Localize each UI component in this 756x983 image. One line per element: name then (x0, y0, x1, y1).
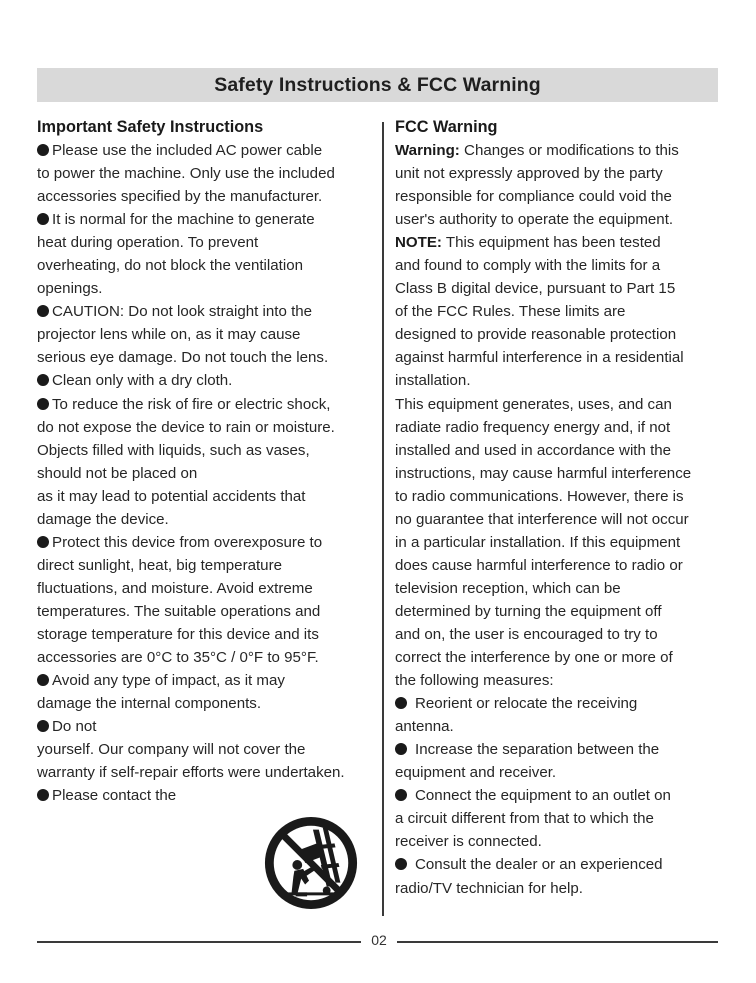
line-text: Objects filled with liquids, such as vases, (37, 441, 310, 459)
page-number: 02 (371, 932, 387, 948)
safety-line (37, 369, 381, 392)
line-text: responsible for compliance could void the (395, 188, 672, 206)
line-text: accessories are 0°C to 35°C / 0°F to 95°F. (37, 649, 319, 667)
safety-line (37, 531, 381, 554)
safety-line (37, 715, 381, 738)
line-text: equipment and receiver. (395, 764, 557, 782)
safety-line (37, 462, 381, 485)
safety-line (37, 208, 381, 231)
line-text: instructions, may cause harmful interference (395, 464, 692, 482)
line-text: no guarantee that interference will not occur (395, 510, 689, 528)
bullet-icon (37, 398, 49, 410)
safety-line (37, 254, 381, 277)
safety-line (37, 692, 381, 715)
fcc-line (395, 600, 725, 623)
line-text: do not expose the device to rain or moisture. (37, 418, 335, 436)
line-text: warranty if self-repair efforts were undertaken. (37, 764, 345, 782)
line-text: Protect this device from overexposure to (52, 533, 323, 551)
safety-heading: Important Safety Instructions (37, 118, 264, 136)
line-text: as it may lead to potential accidents that (37, 487, 306, 505)
fcc-heading: FCC Warning (395, 118, 498, 136)
bullet-icon (37, 305, 49, 317)
emphasis-label: NOTE: (395, 234, 442, 252)
line-text: installation. (395, 372, 471, 390)
footer-rule-right (397, 941, 718, 943)
line-text: direct sunlight, heat, big temperature (37, 556, 282, 574)
line-text: Increase the separation between the (415, 741, 660, 759)
safety-line (37, 485, 381, 508)
fcc-line (395, 208, 725, 231)
fcc-line (395, 323, 725, 346)
fcc-line (395, 300, 725, 323)
line-text: CAUTION: Do not look straight into the (52, 303, 313, 321)
line-text: fluctuations, and moisture. Avoid extreme (37, 579, 313, 597)
line-text: the following measures: (395, 672, 554, 690)
safety-line (37, 508, 381, 531)
safety-line (37, 393, 381, 416)
footer-rule-left (37, 941, 361, 943)
safety-line (37, 231, 381, 254)
line-text: of the FCC Rules. These limits are (395, 303, 626, 321)
fcc-line (395, 853, 725, 876)
bullet-icon (37, 720, 49, 732)
line-text: radio/TV technician for help. (395, 879, 583, 897)
line-text: openings. (37, 280, 103, 298)
line-text: correct the interference by one or more of (395, 649, 673, 667)
line-text: receiver is connected. (395, 833, 542, 851)
line-text: storage temperature for this device and its (37, 625, 319, 643)
line-text: Do not (52, 718, 97, 736)
safety-instructions-column (37, 116, 381, 807)
line-text: and found to comply with the limits for a (395, 257, 661, 275)
fcc-line (395, 139, 725, 162)
safety-line (37, 554, 381, 577)
line-text: This equipment generates, uses, and can (395, 395, 672, 413)
line-text: yourself. Our company will not cover the (37, 741, 306, 759)
line-text: to radio communications. However, there is (395, 487, 684, 505)
line-text: accessories specified by the manufacturer. (37, 188, 323, 206)
safety-line (37, 139, 381, 162)
fcc-line (395, 369, 725, 392)
safety-text (37, 139, 381, 807)
line-text: Changes or modifications to this (459, 142, 679, 159)
fcc-line (395, 577, 725, 600)
line-text: Class B digital device, pursuant to Part 15 (395, 280, 676, 298)
line-text: damage the internal components. (37, 695, 262, 713)
safety-line (37, 185, 381, 208)
fcc-line (395, 531, 725, 554)
safety-line (37, 323, 381, 346)
safety-line (37, 346, 381, 369)
bullet-icon (37, 144, 49, 156)
line-text: to power the machine. Only use the included (37, 165, 335, 183)
line-text: does cause harmful interference to radio or (395, 556, 683, 574)
line-text: overheating, do not block the ventilation (37, 257, 303, 275)
fcc-line (395, 508, 725, 531)
bullet-icon (37, 374, 49, 386)
fcc-line (395, 162, 725, 185)
line-text: projector lens while on, as it may cause (37, 326, 301, 344)
fcc-line (395, 439, 725, 462)
line-text: This equipment has been tested (441, 234, 661, 252)
line-text: It is normal for the machine to generate (52, 211, 315, 229)
line-text: designed to provide reasonable protection (395, 326, 677, 344)
bullet-icon (37, 789, 49, 801)
fcc-line (395, 807, 725, 830)
bullet-icon (395, 858, 407, 870)
line-text: Clean only with a dry cloth. (52, 372, 233, 390)
safety-line (37, 600, 381, 623)
line-text: antenna. (395, 718, 454, 736)
fcc-line (395, 830, 725, 853)
fcc-line (395, 554, 725, 577)
line-text: against harmful interference in a residential (395, 349, 684, 367)
line-text: Connect the equipment to an outlet on (415, 787, 671, 805)
line-text: determined by turning the equipment off (395, 602, 662, 620)
fcc-line (395, 623, 725, 646)
bullet-icon (37, 213, 49, 225)
cart-tip-over-warning-icon (262, 812, 360, 914)
fcc-line (395, 231, 725, 254)
fcc-line (395, 877, 725, 900)
line-text: Reorient or relocate the receiving (415, 695, 638, 713)
line-text: Please contact the (52, 787, 177, 805)
fcc-line (395, 646, 725, 669)
safety-line (37, 300, 381, 323)
fcc-line (395, 277, 725, 300)
safety-line (37, 623, 381, 646)
line-text: in a particular installation. If this equipment (395, 533, 681, 551)
line-text: heat during operation. To prevent (37, 234, 259, 252)
bullet-icon (395, 697, 407, 709)
fcc-line (395, 416, 725, 439)
safety-line (37, 277, 381, 300)
line-text: To reduce the risk of fire or electric shock, (52, 395, 331, 413)
fcc-line (395, 715, 725, 738)
line-text: serious eye damage. Do not touch the lens. (37, 349, 329, 367)
fcc-line (395, 393, 725, 416)
line-text: Consult the dealer or an experienced (415, 856, 663, 874)
line-text: and on, the user is encouraged to try to (395, 625, 658, 643)
line-text: user's authority to operate the equipment. (395, 211, 674, 229)
bullet-icon (395, 743, 407, 755)
safety-line (37, 761, 381, 784)
line-text: Please use the included AC power cable (52, 142, 323, 159)
safety-line (37, 784, 381, 807)
line-text: temperatures. The suitable operations and (37, 602, 321, 620)
safety-line (37, 738, 381, 761)
fcc-line (395, 254, 725, 277)
fcc-warning-column (395, 116, 725, 900)
emphasis-label: Warning: (395, 142, 460, 159)
safety-line (37, 439, 381, 462)
fcc-line (395, 485, 725, 508)
fcc-line (395, 185, 725, 208)
line-text: damage the device. (37, 510, 169, 528)
bullet-icon (395, 789, 407, 801)
column-divider (382, 122, 384, 916)
safety-line (37, 646, 381, 669)
line-text: Avoid any type of impact, as it may (52, 672, 285, 690)
line-text: unit not expressly approved by the party (395, 165, 663, 183)
bullet-icon (37, 536, 49, 548)
line-text: a circuit different from that to which the (395, 810, 654, 828)
line-text: radiate radio frequency energy and, if not (395, 418, 671, 436)
line-text: should not be placed on (37, 464, 198, 482)
fcc-text (395, 139, 725, 900)
line-text: television reception, which can be (395, 579, 621, 597)
header-bar (37, 68, 718, 102)
fcc-line (395, 692, 725, 715)
fcc-line (395, 669, 725, 692)
safety-line (37, 669, 381, 692)
fcc-line (395, 346, 725, 369)
safety-line (37, 577, 381, 600)
bullet-icon (37, 674, 49, 686)
fcc-line (395, 784, 725, 807)
fcc-line (395, 761, 725, 784)
fcc-line (395, 738, 725, 761)
fcc-line (395, 462, 725, 485)
safety-line (37, 416, 381, 439)
line-text: installed and used in accordance with the (395, 441, 672, 459)
page-title: Safety Instructions & FCC Warning (214, 73, 541, 96)
safety-line (37, 162, 381, 185)
